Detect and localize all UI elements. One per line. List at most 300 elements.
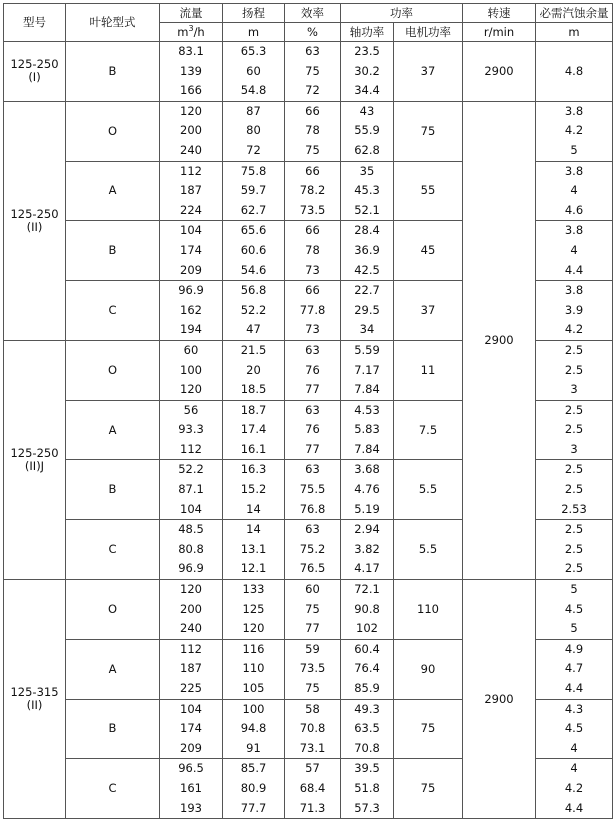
flow-cell-value: 174 <box>180 242 202 257</box>
efficiency-cell <box>285 221 341 281</box>
flow-cell-value: 48.5 <box>178 522 204 537</box>
flow-cell-value: 225 <box>180 681 202 695</box>
efficiency-cell-value: 75 <box>305 601 320 616</box>
head-cell-value: 59.7 <box>240 183 267 198</box>
shaft-power-cell <box>341 42 394 102</box>
flow-cell-value: 166 <box>180 83 202 98</box>
efficiency-cell-value: 66 <box>305 163 320 178</box>
header-shaft-power: 轴功率 <box>341 23 394 42</box>
header-speed: 转速 <box>463 4 536 23</box>
shaft-power-cell <box>341 101 394 161</box>
shaft-power-cell-value: 49.3 <box>354 701 380 716</box>
npsh-cell-value: 2.5 <box>564 342 584 357</box>
head-cell-value: 133 <box>242 582 265 597</box>
shaft-power-cell-value: 63.5 <box>354 721 380 736</box>
head-cell <box>223 639 285 699</box>
shaft-power-cell-value: 55.9 <box>354 123 380 138</box>
head-cell <box>223 101 285 161</box>
efficiency-cell-value: 58 <box>305 701 320 716</box>
motor-power-cell: 7.5 <box>394 400 463 460</box>
efficiency-cell-value: 75 <box>305 142 320 157</box>
motor-power-cell: 11 <box>394 340 463 400</box>
head-cell-value: 47 <box>246 322 261 337</box>
flow-cell-value: 209 <box>180 262 202 277</box>
efficiency-cell-value: 77 <box>305 441 320 456</box>
shaft-power-cell-value: 72.1 <box>354 582 380 597</box>
header-flow: 流量 <box>160 4 223 23</box>
model-variant: (II) <box>26 219 43 234</box>
model-name: 125-250 <box>10 445 59 460</box>
flow-cell-value: 104 <box>180 701 202 716</box>
shaft-power-cell-value: 35 <box>359 163 375 178</box>
flow-cell-value: 120 <box>180 382 202 397</box>
motor-power-cell: 37 <box>394 281 463 341</box>
flow-cell <box>160 101 223 161</box>
motor-power-cell: 75 <box>394 759 463 819</box>
flow-cell-value: 83.1 <box>178 44 204 58</box>
flow-cell-value: 240 <box>180 142 202 157</box>
head-cell-value: 120 <box>242 621 265 636</box>
flow-cell-value: 139 <box>180 63 202 78</box>
flow-cell <box>160 639 223 699</box>
head-cell-value: 125 <box>242 601 265 616</box>
npsh-cell <box>536 699 613 759</box>
shaft-power-cell-value: 76.4 <box>354 661 380 676</box>
npsh-cell-value <box>536 81 612 101</box>
npsh-cell-value: 4.2 <box>564 780 584 795</box>
npsh-cell-value: 3.8 <box>564 283 584 298</box>
shaft-power-cell-value: 70.8 <box>354 740 380 755</box>
head-cell <box>223 281 285 341</box>
shaft-power-cell-value: 60.4 <box>354 641 380 656</box>
speed-cell: 2900 <box>463 580 536 819</box>
head-cell-value: 100 <box>242 701 265 716</box>
model-cell <box>4 580 66 819</box>
shaft-power-cell-value: 3.68 <box>354 462 380 477</box>
efficiency-cell-value: 75.2 <box>299 541 326 556</box>
table-body <box>4 42 613 819</box>
head-cell-value: 14 <box>246 522 261 537</box>
efficiency-cell-value: 73.1 <box>299 740 326 755</box>
table-header <box>4 4 613 42</box>
efficiency-cell-value: 73 <box>305 262 320 277</box>
npsh-cell-value: 2.5 <box>564 422 584 437</box>
shaft-power-cell-value: 62.8 <box>354 142 380 157</box>
shaft-power-cell-value: 4.53 <box>354 402 380 417</box>
shaft-power-cell-value: 7.84 <box>354 441 380 456</box>
motor-power-cell: 37 <box>394 42 463 102</box>
npsh-cell <box>536 400 613 460</box>
flow-cell-value: 187 <box>180 661 202 676</box>
head-cell-value: 20 <box>246 362 261 377</box>
header-npsh: 必需汽蚀余量 <box>536 4 613 23</box>
shaft-power-cell <box>341 221 394 281</box>
npsh-cell <box>536 42 613 102</box>
npsh-cell-value: 3.8 <box>564 103 584 118</box>
efficiency-cell-value: 66 <box>305 283 320 298</box>
shaft-power-cell-value: 5.19 <box>354 501 380 516</box>
flow-cell-value: 120 <box>180 103 202 118</box>
model-name: 125-250 <box>10 57 59 72</box>
efficiency-cell-value: 76 <box>305 422 320 437</box>
npsh-cell-value: 3.8 <box>564 223 584 238</box>
npsh-cell-value: 2.5 <box>564 561 584 576</box>
flow-cell-value: 104 <box>180 501 202 516</box>
shaft-power-cell-value: 51.8 <box>354 780 380 795</box>
npsh-cell-value: 4.2 <box>564 123 584 138</box>
npsh-cell-value <box>536 42 612 62</box>
head-cell <box>223 699 285 759</box>
unit-speed: r/min <box>463 23 536 42</box>
shaft-power-cell-value: 43 <box>359 103 375 118</box>
speed-cell: 2900 <box>463 101 536 579</box>
shaft-power-cell <box>341 639 394 699</box>
model-name: 125-250 <box>10 206 59 221</box>
head-cell-value: 21.5 <box>240 342 267 357</box>
head-cell-value: 15.2 <box>240 482 267 497</box>
model-name: 125-315 <box>10 685 59 700</box>
flow-cell <box>160 400 223 460</box>
unit-npsh: m <box>536 23 613 42</box>
head-cell-value: 75.8 <box>240 163 267 178</box>
table-row <box>4 101 613 161</box>
flow-cell-value: 112 <box>180 441 202 456</box>
shaft-power-cell-value: 7.17 <box>354 362 380 377</box>
head-cell <box>223 520 285 580</box>
impeller-type: C <box>66 520 160 580</box>
shaft-power-cell-value: 42.5 <box>354 262 380 277</box>
head-cell-value: 80.9 <box>240 780 267 795</box>
impeller-type: A <box>66 400 160 460</box>
npsh-cell <box>536 580 613 640</box>
head-cell <box>223 340 285 400</box>
npsh-cell-value: 4.5 <box>564 601 584 616</box>
motor-power-cell: 75 <box>394 699 463 759</box>
efficiency-cell-value: 75 <box>305 681 320 695</box>
head-cell <box>223 759 285 819</box>
efficiency-cell-value: 73.5 <box>299 661 326 676</box>
header-motor-power: 电机功率 <box>394 23 463 42</box>
flow-cell-value: 224 <box>180 202 202 217</box>
head-cell-value: 60.6 <box>240 242 267 257</box>
efficiency-cell <box>285 639 341 699</box>
efficiency-cell-value: 73.5 <box>299 202 326 217</box>
shaft-power-cell-value: 22.7 <box>354 283 380 298</box>
efficiency-cell-value: 66 <box>305 103 320 118</box>
efficiency-cell-value: 70.8 <box>299 721 326 736</box>
shaft-power-cell-value: 45.3 <box>354 183 380 198</box>
speed-cell: 2900 <box>463 42 536 102</box>
efficiency-cell-value: 60 <box>305 582 320 597</box>
head-cell-value: 16.3 <box>240 462 267 477</box>
shaft-power-cell-value: 7.84 <box>354 382 380 397</box>
efficiency-cell-value: 66 <box>305 223 320 238</box>
efficiency-cell-value: 71.3 <box>299 800 326 815</box>
efficiency-cell-value: 78 <box>305 242 320 257</box>
head-cell-value: 72 <box>246 142 261 157</box>
shaft-power-cell-value: 34.4 <box>354 83 380 98</box>
shaft-power-cell-value: 28.4 <box>354 223 380 238</box>
flow-cell-value: 200 <box>180 123 202 138</box>
unit-head: m <box>223 23 285 42</box>
npsh-cell <box>536 281 613 341</box>
motor-power-cell: 90 <box>394 639 463 699</box>
npsh-cell-value: 4.4 <box>564 800 584 815</box>
npsh-cell-value: 4.2 <box>564 322 584 337</box>
efficiency-cell <box>285 101 341 161</box>
npsh-cell-value: 4.6 <box>564 202 584 217</box>
npsh-cell <box>536 221 613 281</box>
flow-cell <box>160 699 223 759</box>
efficiency-cell <box>285 699 341 759</box>
flow-cell <box>160 520 223 580</box>
npsh-cell-value: 3.8 <box>564 163 584 178</box>
efficiency-cell <box>285 460 341 520</box>
shaft-power-cell <box>341 759 394 819</box>
efficiency-cell-value: 73 <box>305 322 320 337</box>
shaft-power-cell <box>341 281 394 341</box>
header-head: 扬程 <box>223 4 285 23</box>
head-cell-value: 87 <box>246 103 261 118</box>
head-cell-value: 14 <box>246 501 261 516</box>
model-cell <box>4 340 66 579</box>
head-cell <box>223 580 285 640</box>
flow-cell-value: 194 <box>180 322 202 337</box>
efficiency-cell-value: 59 <box>305 641 320 656</box>
pump-performance-table <box>3 3 613 819</box>
flow-cell <box>160 42 223 102</box>
efficiency-cell-value: 75 <box>305 63 320 78</box>
shaft-power-cell-value: 57.3 <box>354 800 380 815</box>
model-variant: (II) <box>26 698 43 713</box>
head-cell-value: 65.3 <box>240 44 267 58</box>
shaft-power-cell-value: 3.82 <box>354 541 380 556</box>
flow-cell-value: 112 <box>180 641 202 656</box>
impeller-type: O <box>66 340 160 400</box>
unit-flow: $m^3/h$ <box>160 23 223 42</box>
efficiency-cell <box>285 161 341 221</box>
flow-cell-value: 96.9 <box>178 561 204 576</box>
impeller-type: B <box>66 699 160 759</box>
efficiency-cell-value: 63 <box>305 44 320 58</box>
efficiency-cell <box>285 340 341 400</box>
flow-cell-value: 120 <box>180 582 202 597</box>
impeller-type: A <box>66 161 160 221</box>
npsh-cell-value: 2.5 <box>564 541 584 556</box>
flow-cell-value: 52.2 <box>178 462 204 477</box>
shaft-power-cell-value: 29.5 <box>354 302 380 317</box>
npsh-cell-value: 4.3 <box>564 701 584 716</box>
efficiency-cell-value: 75.5 <box>299 482 326 497</box>
head-cell-value: 94.8 <box>240 721 267 736</box>
npsh-cell-value: 4 <box>570 740 578 755</box>
npsh-cell <box>536 340 613 400</box>
impeller-type: C <box>66 281 160 341</box>
head-cell-value: 18.5 <box>240 382 267 397</box>
shaft-power-cell <box>341 161 394 221</box>
shaft-power-cell-value: 5.83 <box>354 422 380 437</box>
head-cell <box>223 460 285 520</box>
npsh-cell <box>536 101 613 161</box>
head-cell-value: 17.4 <box>240 422 267 437</box>
npsh-cell-value: 4.5 <box>564 721 584 736</box>
flow-cell-value: 80.8 <box>178 541 204 556</box>
head-cell-value: 18.7 <box>240 402 267 417</box>
head-cell-value: 65.6 <box>240 223 267 238</box>
motor-power-cell: 55 <box>394 161 463 221</box>
motor-power-cell: 45 <box>394 221 463 281</box>
head-cell <box>223 400 285 460</box>
motor-power-cell: 75 <box>394 101 463 161</box>
shaft-power-cell-value: 4.17 <box>354 561 380 576</box>
shaft-power-cell-value: 30.2 <box>354 63 380 78</box>
shaft-power-cell-value: 5.59 <box>354 342 380 357</box>
flow-cell-value: 56 <box>183 402 199 417</box>
model-variant: (II)J <box>24 458 45 473</box>
flow-cell-value: 200 <box>180 601 202 616</box>
model-cell <box>4 101 66 340</box>
flow-cell <box>160 460 223 520</box>
flow-cell-value: 193 <box>180 800 202 815</box>
npsh-cell-value: 4 <box>570 242 578 257</box>
motor-power-cell: 5.5 <box>394 520 463 580</box>
npsh-cell <box>536 460 613 520</box>
flow-cell-value: 96.9 <box>178 283 204 298</box>
npsh-cell-value: 4.9 <box>564 641 584 656</box>
shaft-power-cell-value: 90.8 <box>354 601 380 616</box>
impeller-type: C <box>66 759 160 819</box>
head-cell-value: 62.7 <box>240 202 267 217</box>
header-power: 功率 <box>341 4 463 23</box>
head-cell-value: 91 <box>246 740 261 755</box>
shaft-power-cell-value: 102 <box>356 621 378 636</box>
efficiency-cell-value: 78.2 <box>299 183 326 198</box>
efficiency-cell-value: 63 <box>305 522 320 537</box>
npsh-cell-value: 5 <box>570 142 578 157</box>
header-impeller-type: 叶轮型式 <box>66 4 160 42</box>
shaft-power-cell <box>341 699 394 759</box>
table-row <box>4 42 613 102</box>
npsh-cell <box>536 639 613 699</box>
npsh-cell-value: 2.5 <box>564 482 584 497</box>
flow-cell <box>160 759 223 819</box>
efficiency-cell-value: 76 <box>305 362 320 377</box>
efficiency-cell-value: 78 <box>305 123 320 138</box>
head-cell-value: 12.1 <box>240 561 267 576</box>
head-cell-value: 52.2 <box>240 302 267 317</box>
head-cell <box>223 161 285 221</box>
head-cell-value: 54.6 <box>240 262 267 277</box>
flow-cell <box>160 580 223 640</box>
head-cell-value: 105 <box>242 681 265 695</box>
impeller-type: O <box>66 580 160 640</box>
flow-cell <box>160 281 223 341</box>
flow-cell-value: 60 <box>183 342 199 357</box>
efficiency-cell <box>285 520 341 580</box>
npsh-cell-value: 4.4 <box>564 262 584 277</box>
npsh-cell-value: 5 <box>570 621 578 636</box>
shaft-power-cell <box>341 340 394 400</box>
flow-cell-value: 161 <box>180 780 202 795</box>
shaft-power-cell-value: 4.76 <box>354 482 380 497</box>
impeller-type: A <box>66 639 160 699</box>
table-row <box>4 580 613 640</box>
flow-cell <box>160 340 223 400</box>
shaft-power-cell <box>341 520 394 580</box>
head-cell-value: 60 <box>246 63 261 78</box>
npsh-cell-value: 3 <box>570 382 578 397</box>
model-variant: (I) <box>28 70 41 85</box>
efficiency-cell-value: 63 <box>305 402 320 417</box>
efficiency-cell <box>285 281 341 341</box>
head-cell <box>223 221 285 281</box>
flow-cell-value: 174 <box>180 721 202 736</box>
npsh-cell-value: 3 <box>570 441 578 456</box>
flow-cell <box>160 161 223 221</box>
npsh-cell-value: 2.5 <box>564 402 584 417</box>
header-efficiency: 效率 <box>285 4 341 23</box>
head-cell-value: 54.8 <box>240 83 267 98</box>
flow-cell-value: 209 <box>180 740 202 755</box>
impeller-type: B <box>66 42 160 102</box>
npsh-cell-value: 5 <box>570 582 578 597</box>
shaft-power-cell-value: 52.1 <box>354 202 380 217</box>
flow-cell-value: 104 <box>180 223 202 238</box>
motor-power-cell: 110 <box>394 580 463 640</box>
head-cell-value: 110 <box>242 661 265 676</box>
flow-cell-value: 96.5 <box>178 761 204 776</box>
npsh-cell <box>536 161 613 221</box>
flow-cell-value: 112 <box>180 163 202 178</box>
efficiency-cell <box>285 42 341 102</box>
npsh-cell-value: 2.5 <box>564 362 584 377</box>
shaft-power-cell-value: 34 <box>359 322 375 337</box>
head-cell-value: 77.7 <box>240 800 267 815</box>
shaft-power-cell-value: 85.9 <box>354 681 380 695</box>
flow-cell <box>160 221 223 281</box>
flow-cell-value: 100 <box>180 362 202 377</box>
npsh-cell-value: 4 <box>570 183 578 198</box>
npsh-cell <box>536 520 613 580</box>
head-cell-value: 13.1 <box>240 541 267 556</box>
header-model: 型号 <box>4 4 66 42</box>
efficiency-cell-value: 76.5 <box>299 561 326 576</box>
head-cell-value: 56.8 <box>240 283 267 298</box>
efficiency-cell-value: 77.8 <box>299 302 326 317</box>
shaft-power-cell <box>341 460 394 520</box>
shaft-power-cell-value: 39.5 <box>354 761 380 776</box>
npsh-cell <box>536 759 613 819</box>
efficiency-cell-value: 77 <box>305 382 320 397</box>
npsh-cell-value: 2.53 <box>561 501 587 516</box>
head-cell-value: 16.1 <box>240 441 267 456</box>
efficiency-cell <box>285 759 341 819</box>
impeller-type: B <box>66 221 160 281</box>
efficiency-cell-value: 76.8 <box>299 501 326 516</box>
motor-power-cell: 5.5 <box>394 460 463 520</box>
flow-cell-value: 162 <box>180 302 202 317</box>
unit-efficiency: % <box>285 23 341 42</box>
efficiency-cell-value: 63 <box>305 342 320 357</box>
shaft-power-cell <box>341 580 394 640</box>
flow-cell-value: 87.1 <box>178 482 204 497</box>
flow-cell-value: 93.3 <box>178 422 204 437</box>
npsh-cell-value: 2.5 <box>564 462 584 477</box>
impeller-type: O <box>66 101 160 161</box>
flow-cell-value: 240 <box>180 621 202 636</box>
npsh-cell-value: 4.4 <box>564 681 584 695</box>
shaft-power-cell-value: 23.5 <box>354 44 380 58</box>
